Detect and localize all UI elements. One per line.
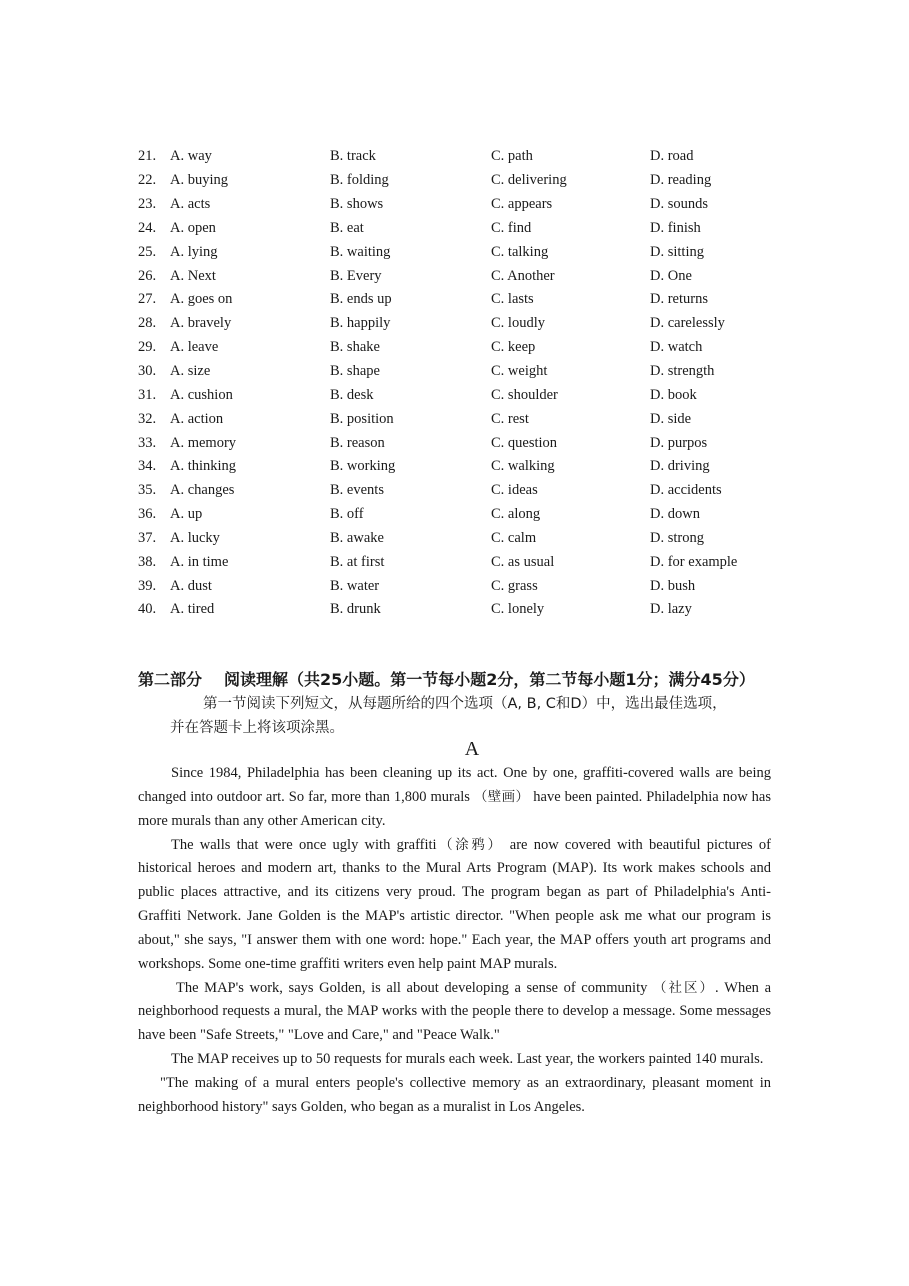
question-number: 24. [138, 219, 157, 236]
option-c: C. path [491, 148, 533, 165]
question-number: 39. [138, 577, 157, 594]
question-row [138, 455, 778, 479]
option-b: B. position [330, 410, 394, 427]
section-heading [138, 667, 755, 690]
question-row [138, 312, 778, 336]
option-a: A. goes on [170, 291, 233, 308]
option-b: B. off [330, 506, 364, 523]
option-b: B. shape [330, 363, 380, 380]
option-b: B. awake [330, 529, 384, 546]
option-a: A. in time [170, 553, 229, 570]
option-d: D. purpos [650, 434, 708, 451]
option-c: C. along [491, 506, 541, 523]
option-b: B. eat [330, 219, 364, 236]
option-c: C. talking [491, 243, 549, 260]
question-number: 32. [138, 410, 157, 427]
question-row [138, 407, 778, 431]
paragraph-1: Since 1984, Philadelphia has been cleaning up its act. One by one, graffiti-covered walls are being changed into outdoor art. So far, more than 1,800 murals （壁画） have been painted. Philadelphia now has more murals than any other American city. [138, 765, 771, 829]
option-d: D. accidents [650, 482, 722, 499]
option-a: A. buying [170, 172, 228, 189]
question-number: 22. [138, 172, 157, 189]
question-row [138, 336, 778, 360]
option-d: D. sounds [650, 196, 709, 213]
question-number: 33. [138, 434, 157, 451]
question-row [138, 169, 778, 193]
question-row [138, 240, 778, 264]
option-c: C. rest [491, 410, 529, 427]
option-a: A. leave [170, 339, 219, 356]
question-number: 35. [138, 482, 157, 499]
option-d: D. carelessly [650, 315, 725, 332]
option-a: A. dust [170, 577, 212, 594]
section-title: 阅读理解（共25小题。第一节每小题2分，第二节每小题1分；满分45分） [224, 670, 755, 689]
question-number: 23. [138, 196, 157, 213]
option-c: C. calm [491, 529, 537, 546]
option-b: B. desk [330, 386, 374, 403]
question-row [138, 383, 778, 407]
option-b: B. water [330, 577, 380, 594]
paragraph-3: The MAP's work, says Golden, is all about developing a sense of community （社区）. When a neighborhood requests a mural, the MAP works with the people there to develop a message. Some messages have been "Safe Streets," "Love and Care," and "Peace Walk." [138, 979, 772, 1044]
option-d: D. reading [650, 172, 712, 189]
option-d: D. lazy [650, 601, 692, 618]
option-d: D. strength [650, 363, 715, 380]
option-b: B. Every [330, 267, 382, 284]
instruction-line-2: 并在答题卡上将该项涂黑。 [170, 720, 344, 736]
option-a: A. tired [170, 601, 215, 618]
question-number: 25. [138, 243, 157, 260]
option-d: D. One [650, 267, 692, 284]
option-b: B. events [330, 482, 384, 499]
question-number: 27. [138, 291, 157, 308]
paragraph-4: The MAP receives up to 50 requests for murals each week. Last year, the workers painted 140 murals. [171, 1051, 764, 1068]
option-c: C. as usual [491, 553, 555, 570]
option-c: C. shoulder [491, 386, 558, 403]
option-a: A. size [170, 363, 211, 380]
question-row [138, 431, 778, 455]
option-c: C. weight [491, 363, 548, 380]
option-a: A. thinking [170, 458, 237, 475]
option-a: A. acts [170, 196, 211, 213]
option-b: B. drunk [330, 601, 381, 618]
option-a: A. Next [170, 267, 216, 284]
question-row [138, 288, 778, 312]
option-a: A. way [170, 148, 212, 165]
option-d: D. bush [650, 577, 696, 594]
question-number: 40. [138, 601, 157, 618]
paragraph-5: "The making of a mural enters people's collective memory as an extraordinary, pleasant moment in neighborhood history" says Golden, who began as a muralist in Los Angeles. [138, 1074, 771, 1115]
question-row [138, 145, 778, 169]
question-row [138, 527, 778, 551]
option-c: C. loudly [491, 315, 545, 332]
question-number: 21. [138, 148, 157, 165]
option-b: B. folding [330, 172, 389, 189]
option-c: C. Another [491, 267, 555, 284]
question-row [138, 360, 778, 384]
question-row [138, 574, 778, 598]
option-d: D. for example [650, 553, 738, 570]
question-row [138, 598, 778, 622]
option-c: C. delivering [491, 172, 567, 189]
question-row [138, 503, 778, 527]
option-d: D. driving [650, 458, 710, 475]
option-c: C. lonely [491, 601, 545, 618]
question-number: 31. [138, 386, 157, 403]
question-row [138, 264, 778, 288]
question-number: 36. [138, 506, 157, 523]
option-b: B. shake [330, 339, 380, 356]
option-a: A. memory [170, 434, 237, 451]
option-b: B. ends up [330, 291, 392, 308]
question-number: 29. [138, 339, 157, 356]
passage-body [138, 762, 771, 1120]
option-a: A. lying [170, 243, 218, 260]
option-c: C. question [491, 434, 558, 451]
option-c: C. keep [491, 339, 536, 356]
option-a: A. bravely [170, 315, 232, 332]
option-d: D. sitting [650, 243, 704, 260]
question-number: 38. [138, 553, 157, 570]
question-number: 30. [138, 363, 157, 380]
option-c: C. lasts [491, 291, 534, 308]
option-d: D. strong [650, 529, 704, 546]
option-d: D. finish [650, 219, 701, 236]
option-c: C. walking [491, 458, 555, 475]
option-d: D. returns [650, 291, 708, 308]
option-a: A. action [170, 410, 224, 427]
option-d: D. down [650, 506, 700, 523]
option-b: B. shows [330, 196, 384, 213]
option-d: D. road [650, 148, 694, 165]
option-c: C. grass [491, 577, 538, 594]
question-number: 26. [138, 267, 157, 284]
option-a: A. cushion [170, 386, 233, 403]
option-a: A. open [170, 219, 216, 236]
paragraph-2: The walls that were once ugly with graffiti（涂鸦） are now covered with beautiful pictures of historical heroes and modern art, thanks to the Mural Arts Program (MAP). Its work makes schools and public places attractive, and its citizens very proud. The program began as part of Philadelphia's Anti-Graffiti Network. Jane Golden is the MAP's artistic director. "When people ask me what our program is about," she says, "I answer them with one word: hope." Each year, the MAP offers youth art programs and workshops. Some one-time graffiti writers even help paint MAP murals. [138, 836, 771, 972]
instruction-line-1: 第一节阅读下列短文，从每题所给的四个选项（A, B, C和D）中，选出最佳选项， [203, 696, 727, 712]
question-number: 34. [138, 458, 157, 475]
option-c: C. find [491, 219, 532, 236]
passage-title: A [464, 738, 480, 760]
option-b: B. waiting [330, 243, 391, 260]
section-part: 第二部分 [138, 670, 203, 689]
option-a: A. up [170, 506, 203, 523]
choice-table [138, 145, 778, 622]
option-d: D. side [650, 410, 692, 427]
option-b: B. happily [330, 315, 391, 332]
option-b: B. track [330, 148, 376, 165]
option-b: B. at first [330, 553, 385, 570]
option-c: C. appears [491, 196, 553, 213]
question-row [138, 193, 778, 217]
question-row [138, 479, 778, 503]
option-a: A. lucky [170, 529, 220, 546]
option-a: A. changes [170, 482, 235, 499]
question-row [138, 550, 778, 574]
option-d: D. book [650, 386, 697, 403]
question-row [138, 217, 778, 241]
option-b: B. working [330, 458, 396, 475]
option-c: C. ideas [491, 482, 538, 499]
question-number: 28. [138, 315, 157, 332]
option-b: B. reason [330, 434, 385, 451]
option-d: D. watch [650, 339, 703, 356]
question-number: 37. [138, 529, 157, 546]
